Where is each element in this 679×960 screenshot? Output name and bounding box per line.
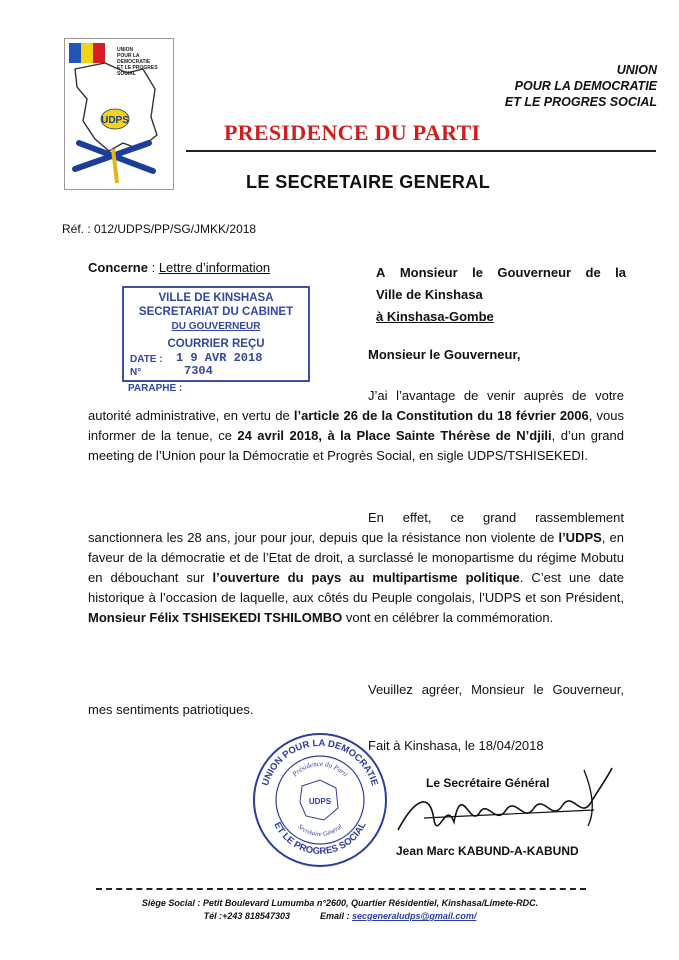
svg-text:UDPS: UDPS [101, 115, 129, 126]
party-seal-icon [250, 730, 390, 870]
concerne-label: Concerne [88, 260, 148, 275]
salutation: Monsieur le Gouverneur, [368, 347, 521, 362]
recipient [376, 262, 626, 328]
footer-contacts: Tél :+243 818547303 Email : secgeneraludps@gmail.com/ [203, 911, 477, 921]
logo-caption: UNION POUR LA DEMOCRATIE ET LE PROGRES SOCIAL [117, 47, 158, 77]
footer-email-link[interactable]: secgeneraludps@gmail.com/ [352, 911, 477, 921]
signatory-name: Jean Marc KABUND-A-KABUND [396, 844, 579, 858]
svg-text:Secrétaire Général: Secrétaire Général [296, 823, 344, 839]
handwritten-signature-icon [384, 760, 624, 850]
concerne-value: Lettre d’information [158, 260, 271, 275]
footer-divider [96, 888, 586, 890]
svg-text:ET LE PROGRES SOCIAL: ET LE PROGRES SOCIAL [271, 820, 369, 858]
paraphe-label: PARAPHE : [128, 383, 183, 394]
org-name: UNION POUR LA DEMOCRATIE ET LE PROGRES SOCIAL [504, 63, 657, 109]
concerne: Concerne : Lettre d’information [88, 260, 271, 275]
secretaire-title: LE SECRETAIRE GENERAL [246, 172, 491, 192]
signatory-title: Le Secrétaire Général [426, 776, 550, 790]
reference: Réf. : 012/UDPS/PP/SG/JMKK/2018 [62, 222, 257, 236]
svg-text:UNION POUR LA DEMOCRATIE: UNION POUR LA DEMOCRATIE [260, 737, 380, 788]
place-date: Fait à Kinshasa, le 18/04/2018 [368, 738, 544, 753]
footer [80, 897, 600, 923]
footer-address: Siège Social : Petit Boulevard Lumumba n°2600, Quartier Résidentiel, Kinshasa/Limete-RDC. [141, 898, 539, 908]
svg-text:UDPS: UDPS [308, 797, 332, 806]
paragraph-2: En effet, ce grand rassemblement sanctionnera les 28 ans, jour pour jour, depuis que la résistance non violente de l’UDPS, en faveur de la démocratie et de l’Etat de droit, a surclassé le monopartisme du régime Mobutu en débouchant sur l’ouverture du pays au multipartisme politique. C’est une date historique à l’occasion de laquelle, aux côtés du Peuple congolais, l’UDPS et son Président, Monsieur Félix TSHISEKEDI TSHILOMBO vont en célébrer la commémoration. [88, 510, 624, 625]
paragraph-3: Veuillez agréer, Monsieur le Gouverneur, mes sentiments patriotiques. [88, 682, 624, 717]
header-divider [186, 150, 656, 152]
presidence-title: PRESIDENCE DU PARTI [224, 120, 481, 145]
received-stamp: VILLE DE KINSHASA SECRETARIAT DU CABINET DU GOUVERNEUR COURRIER REÇU DATE : 1 9 AVR 2018 N° 7304 [122, 286, 310, 382]
recipient-line3: à Kinshasa-Gombe [376, 309, 494, 324]
udps-logo [64, 38, 174, 190]
paragraph-1: J’ai l’avantage de venir auprès de votre autorité administrative, en vertu de l’article 26 de la Constitution du 18 février 2006, vous informer de la tenue, ce 24 avril 2018, à la Place Sainte Thérèse de N’djili, d’un grand meeting de l’Union pour la Démocratie et Progrès Social, en sigle UDPS/TSHISEKEDI. [88, 388, 624, 463]
svg-text:Présidence du Parti: Présidence du Parti [290, 759, 350, 779]
recipient-line2: Ville de Kinshasa [376, 287, 483, 302]
recipient-line1: A Monsieur le Gouverneur de la [376, 265, 626, 280]
